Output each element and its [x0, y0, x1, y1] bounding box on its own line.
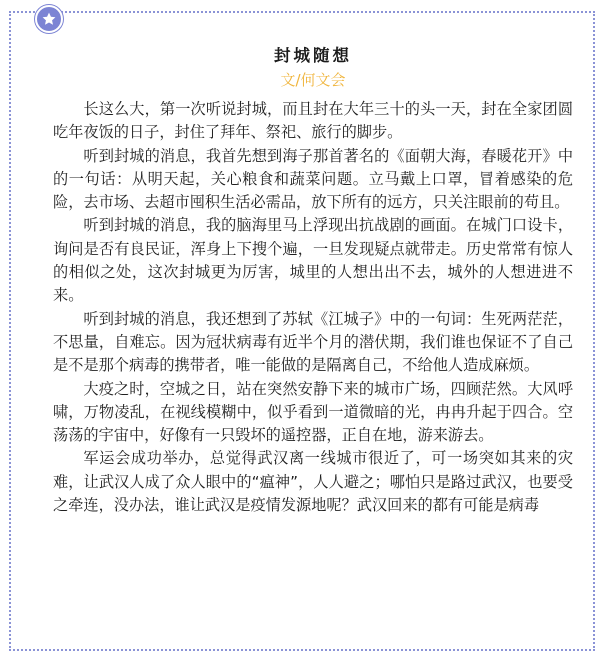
article-title: 封城随想: [274, 46, 352, 65]
paragraph: 听到封城的消息，我还想到了苏轼《江城子》中的一句词：生死两茫茫，不思量，自难忘。因为冠状病毒有近半个月的潜伏期，我们谁也保证不了自己是不是那个病毒的携带者，唯一能做的是隔离自己，不给他人造成麻烦。: [53, 309, 573, 375]
paragraph: 大疫之时，空城之日，站在突然安静下来的城市广场，四顾茫然。大风呼啸，万物凌乱，在视线模糊中，似乎看到一道微暗的光，冉冉升起于四合。空荡荡的宇宙中，好像有一只毁坏的遥控器，正自在地，游来游去。: [53, 379, 573, 445]
paragraph: 听到封城的消息，我的脑海里马上浮现出抗战剧的画面。在城门口设卡，询问是否有良民证，浑身上下搜个遍，一旦发现疑点就带走。历史常常有惊人的相似之处，这次封城更为厉害，城里的人想出出不去，城外的人想进进不来。: [53, 216, 573, 305]
article-author: 文/何文会: [280, 71, 346, 89]
paragraph: 军运会成功举办，总觉得武汉离一线城市很近了，可一场突如其来的灾难，让武汉人成了众人眼中的“瘟神”，人人避之；哪怕只是路过武汉，也要受之牵连，没办法，谁让武汉是疫情发源地呢？武汉回来的都有可能是病毒: [53, 449, 573, 515]
star-icon: [41, 11, 57, 27]
paragraph: 听到封城的消息，我首先想到海子那首著名的《面朝大海，春暖花开》中的一句话：从明天起，关心粮食和蔬菜问题。立马戴上口罩，冒着感染的危险，去市场、去超市囤积生活必需品，放下所有的远方，只关注眼前的苟且。: [53, 146, 573, 212]
paragraph: 长这么大，第一次听说封城，而且封在大年三十的头一天，封在全家团圆吃年夜饭的日子，封住了拜年、祭祀、旅行的脚步。: [53, 100, 573, 142]
article-body: [53, 98, 573, 517]
star-badge: [35, 5, 63, 33]
